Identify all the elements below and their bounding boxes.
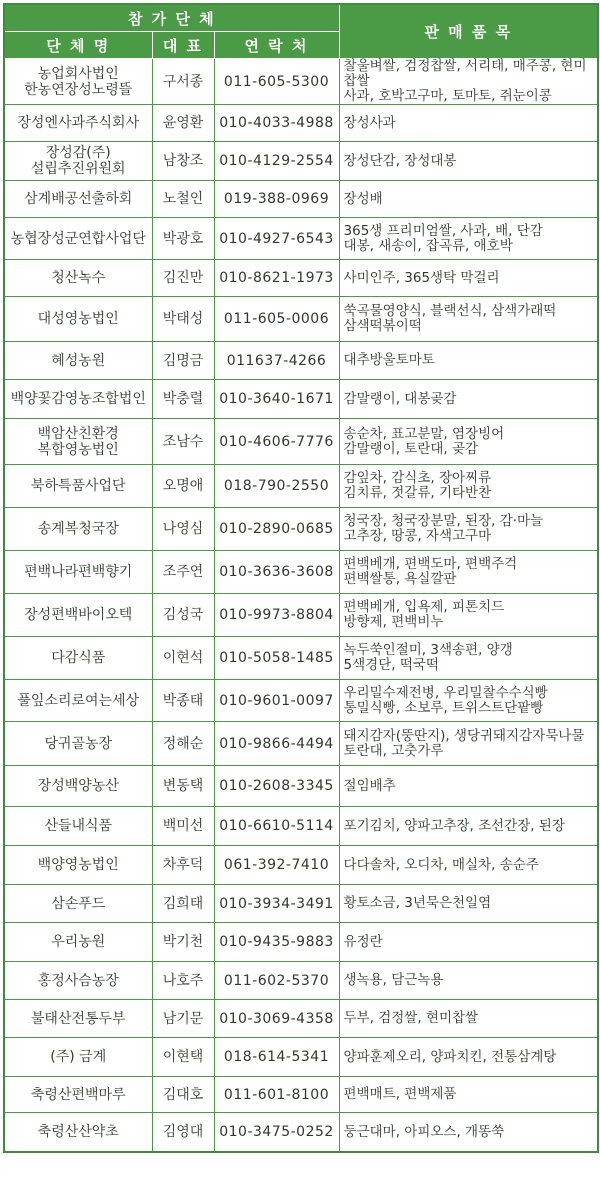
rep-cell: 변동택	[152, 766, 214, 807]
products-cell: 둥근대마, 아피오스, 개똥쑥	[339, 1113, 598, 1153]
org-cell: 풀잎소리로여는세상	[4, 680, 152, 722]
rep-cell: 남창조	[152, 142, 214, 181]
table-row	[4, 59, 598, 105]
products-cell: 감잎차, 감식초, 장아찌류 김치류, 젓갈류, 기타반찬	[339, 465, 598, 508]
table-row	[4, 594, 598, 637]
products-cell: 황토소금, 3년묵은천일염	[339, 885, 598, 923]
table-row	[4, 218, 598, 260]
table-row	[4, 923, 598, 962]
table-row	[4, 419, 598, 465]
org-cell: 다감식품	[4, 637, 152, 680]
products-cell: 찰울벼쌀, 검정찹쌀, 서리태, 매주콩, 현미찹쌀 사과, 호박고구마, 토마토, 쥐눈이콩	[339, 59, 598, 105]
rep-cell: 조주연	[152, 551, 214, 594]
table-row	[4, 551, 598, 594]
org-cell: 청산녹수	[4, 260, 152, 297]
products-cell: 대추방울토마토	[339, 342, 598, 380]
table-row	[4, 962, 598, 1000]
rep-cell: 이현택	[152, 1038, 214, 1077]
table-row	[4, 680, 598, 722]
phone-cell: 010-8621-1973	[214, 260, 339, 297]
table-row	[4, 766, 598, 807]
rep-cell: 김성국	[152, 594, 214, 637]
products-cell: 편백매트, 편백제품	[339, 1077, 598, 1113]
org-cell: 농업회사법인 한농연장성노령뜰	[4, 59, 152, 105]
table-row	[4, 380, 598, 419]
products-cell: 편백베개, 편백도마, 편백주걱 편백쌀통, 욕실깔판	[339, 551, 598, 594]
rep-cell: 박종태	[152, 680, 214, 722]
rep-column-header: 대 표	[152, 32, 214, 59]
phone-cell: 018-614-5341	[214, 1038, 339, 1077]
org-cell: 축령산편백마루	[4, 1077, 152, 1113]
table-header	[4, 4, 598, 59]
table-row	[4, 807, 598, 846]
org-cell: 장성감(주) 설립추진위원회	[4, 142, 152, 181]
table-row	[4, 1000, 598, 1038]
products-cell: 포기김치, 양파고추장, 조선간장, 된장	[339, 807, 598, 846]
rep-cell: 박기천	[152, 923, 214, 962]
table-row	[4, 181, 598, 218]
products-cell: 녹두쑥인절미, 3색송편, 양갱 5색경단, 떡국떡	[339, 637, 598, 680]
phone-column-header: 연 락 처	[214, 32, 339, 59]
products-cell: 유정란	[339, 923, 598, 962]
rep-cell: 김진만	[152, 260, 214, 297]
phone-cell: 010-4129-2554	[214, 142, 339, 181]
products-cell: 365생 프리미엄쌀, 사과, 배, 단감 대봉, 새송이, 잡곡류, 애호박	[339, 218, 598, 260]
rep-cell: 김명금	[152, 342, 214, 380]
org-cell: 편백나라편백향기	[4, 551, 152, 594]
products-cell: 다다솔차, 오디차, 매실차, 송순주	[339, 846, 598, 885]
phone-cell: 018-790-2550	[214, 465, 339, 508]
phone-cell: 010-6610-5114	[214, 807, 339, 846]
phone-cell: 010-3934-3491	[214, 885, 339, 923]
products-cell: 감말랭이, 대봉곶감	[339, 380, 598, 419]
phone-cell: 010-2608-3345	[214, 766, 339, 807]
org-cell: 혜성농원	[4, 342, 152, 380]
org-cell: 송계복청국장	[4, 508, 152, 551]
org-cell: 북하특품사업단	[4, 465, 152, 508]
org-cell: 삼계배공선출하회	[4, 181, 152, 218]
phone-cell: 010-5058-1485	[214, 637, 339, 680]
phone-cell: 010-9435-9883	[214, 923, 339, 962]
participants-group-header: 참 가 단 체	[4, 4, 339, 32]
products-cell: 생녹용, 담근녹용	[339, 962, 598, 1000]
products-cell: 장성단감, 장성대봉	[339, 142, 598, 181]
products-cell: 쑥곡물영양식, 블랙선식, 삼색가래떡 삼색떡볶이떡	[339, 297, 598, 342]
participants-table	[3, 3, 599, 1153]
products-cell: 양파훈제오리, 양파치킨, 전통삼계탕	[339, 1038, 598, 1077]
rep-cell: 김대호	[152, 1077, 214, 1113]
rep-cell: 이현석	[152, 637, 214, 680]
table-row	[4, 508, 598, 551]
products-cell: 돼지감자(뚱딴지), 생당귀돼지감자묵나물 토란대, 고춧가루	[339, 722, 598, 766]
phone-cell: 010-2890-0685	[214, 508, 339, 551]
org-cell: 백양영농법인	[4, 846, 152, 885]
rep-cell: 구서종	[152, 59, 214, 105]
rep-cell: 차후덕	[152, 846, 214, 885]
phone-cell: 011-602-5370	[214, 962, 339, 1000]
phone-cell: 011-605-5300	[214, 59, 339, 105]
org-cell: 대성영농법인	[4, 297, 152, 342]
rep-cell: 백미선	[152, 807, 214, 846]
org-cell: 백양꽃감영농조합법인	[4, 380, 152, 419]
org-cell: 장성편백바이오텍	[4, 594, 152, 637]
org-cell: 산들내식품	[4, 807, 152, 846]
org-cell: 농협장성군연합사업단	[4, 218, 152, 260]
org-cell: 장성백양농산	[4, 766, 152, 807]
phone-cell: 010-4033-4988	[214, 105, 339, 142]
phone-cell: 011637-4266	[214, 342, 339, 380]
table-row	[4, 722, 598, 766]
rep-cell: 조남수	[152, 419, 214, 465]
phone-cell: 010-4606-7776	[214, 419, 339, 465]
rep-cell: 정해순	[152, 722, 214, 766]
table-row	[4, 1038, 598, 1077]
products-column-header: 판 매 품 목	[339, 4, 598, 59]
products-cell: 두부, 검정쌀, 현미찹쌀	[339, 1000, 598, 1038]
phone-cell: 010-3636-3608	[214, 551, 339, 594]
products-cell: 절임배추	[339, 766, 598, 807]
phone-cell: 010-9866-4494	[214, 722, 339, 766]
phone-cell: 010-9973-8804	[214, 594, 339, 637]
phone-cell: 019-388-0969	[214, 181, 339, 218]
table-row	[4, 260, 598, 297]
org-cell: 홍정사슴농장	[4, 962, 152, 1000]
rep-cell: 노철인	[152, 181, 214, 218]
table-row	[4, 297, 598, 342]
rep-cell: 남기문	[152, 1000, 214, 1038]
participants-table-container	[3, 3, 597, 1153]
rep-cell: 오명애	[152, 465, 214, 508]
products-cell: 장성배	[339, 181, 598, 218]
rep-cell: 박광호	[152, 218, 214, 260]
products-cell: 우리밀수제전병, 우리밀찰수수식빵 통밀식빵, 소보루, 트위스트단팥빵	[339, 680, 598, 722]
table-row	[4, 637, 598, 680]
phone-cell: 011-605-0006	[214, 297, 339, 342]
table-row	[4, 1113, 598, 1153]
org-column-header: 단 체 명	[4, 32, 152, 59]
phone-cell: 010-3640-1671	[214, 380, 339, 419]
table-row	[4, 885, 598, 923]
phone-cell: 011-601-8100	[214, 1077, 339, 1113]
rep-cell: 윤영환	[152, 105, 214, 142]
table-row	[4, 465, 598, 508]
products-cell: 청국장, 청국장분말, 된장, 감·마늘 고추장, 땅콩, 자색고구마	[339, 508, 598, 551]
org-cell: 당귀골농장	[4, 722, 152, 766]
table-row	[4, 142, 598, 181]
org-cell: 백암산친환경 복합영농법인	[4, 419, 152, 465]
table-row	[4, 342, 598, 380]
phone-cell: 010-4927-6543	[214, 218, 339, 260]
rep-cell: 나영심	[152, 508, 214, 551]
products-cell: 사미인주, 365생탁 막걸리	[339, 260, 598, 297]
table-row	[4, 846, 598, 885]
org-cell: 축령산산약초	[4, 1113, 152, 1153]
rep-cell: 나호주	[152, 962, 214, 1000]
rep-cell: 김희태	[152, 885, 214, 923]
products-cell: 장성사과	[339, 105, 598, 142]
products-cell: 송순차, 표고분말, 염장빙어 감말랭이, 토란대, 곶감	[339, 419, 598, 465]
phone-cell: 010-9601-0097	[214, 680, 339, 722]
table-body	[4, 59, 598, 1153]
products-cell: 편백베개, 입욕제, 피톤치드 방향제, 편백비누	[339, 594, 598, 637]
org-cell: 우리농원	[4, 923, 152, 962]
table-row	[4, 105, 598, 142]
phone-cell: 010-3475-0252	[214, 1113, 339, 1153]
phone-cell: 061-392-7410	[214, 846, 339, 885]
phone-cell: 010-3069-4358	[214, 1000, 339, 1038]
rep-cell: 박충렬	[152, 380, 214, 419]
table-row	[4, 1077, 598, 1113]
rep-cell: 김영대	[152, 1113, 214, 1153]
org-cell: 삼손푸드	[4, 885, 152, 923]
org-cell: (주) 금계	[4, 1038, 152, 1077]
rep-cell: 박태성	[152, 297, 214, 342]
org-cell: 불태산전통두부	[4, 1000, 152, 1038]
org-cell: 장성엔사과주식회사	[4, 105, 152, 142]
